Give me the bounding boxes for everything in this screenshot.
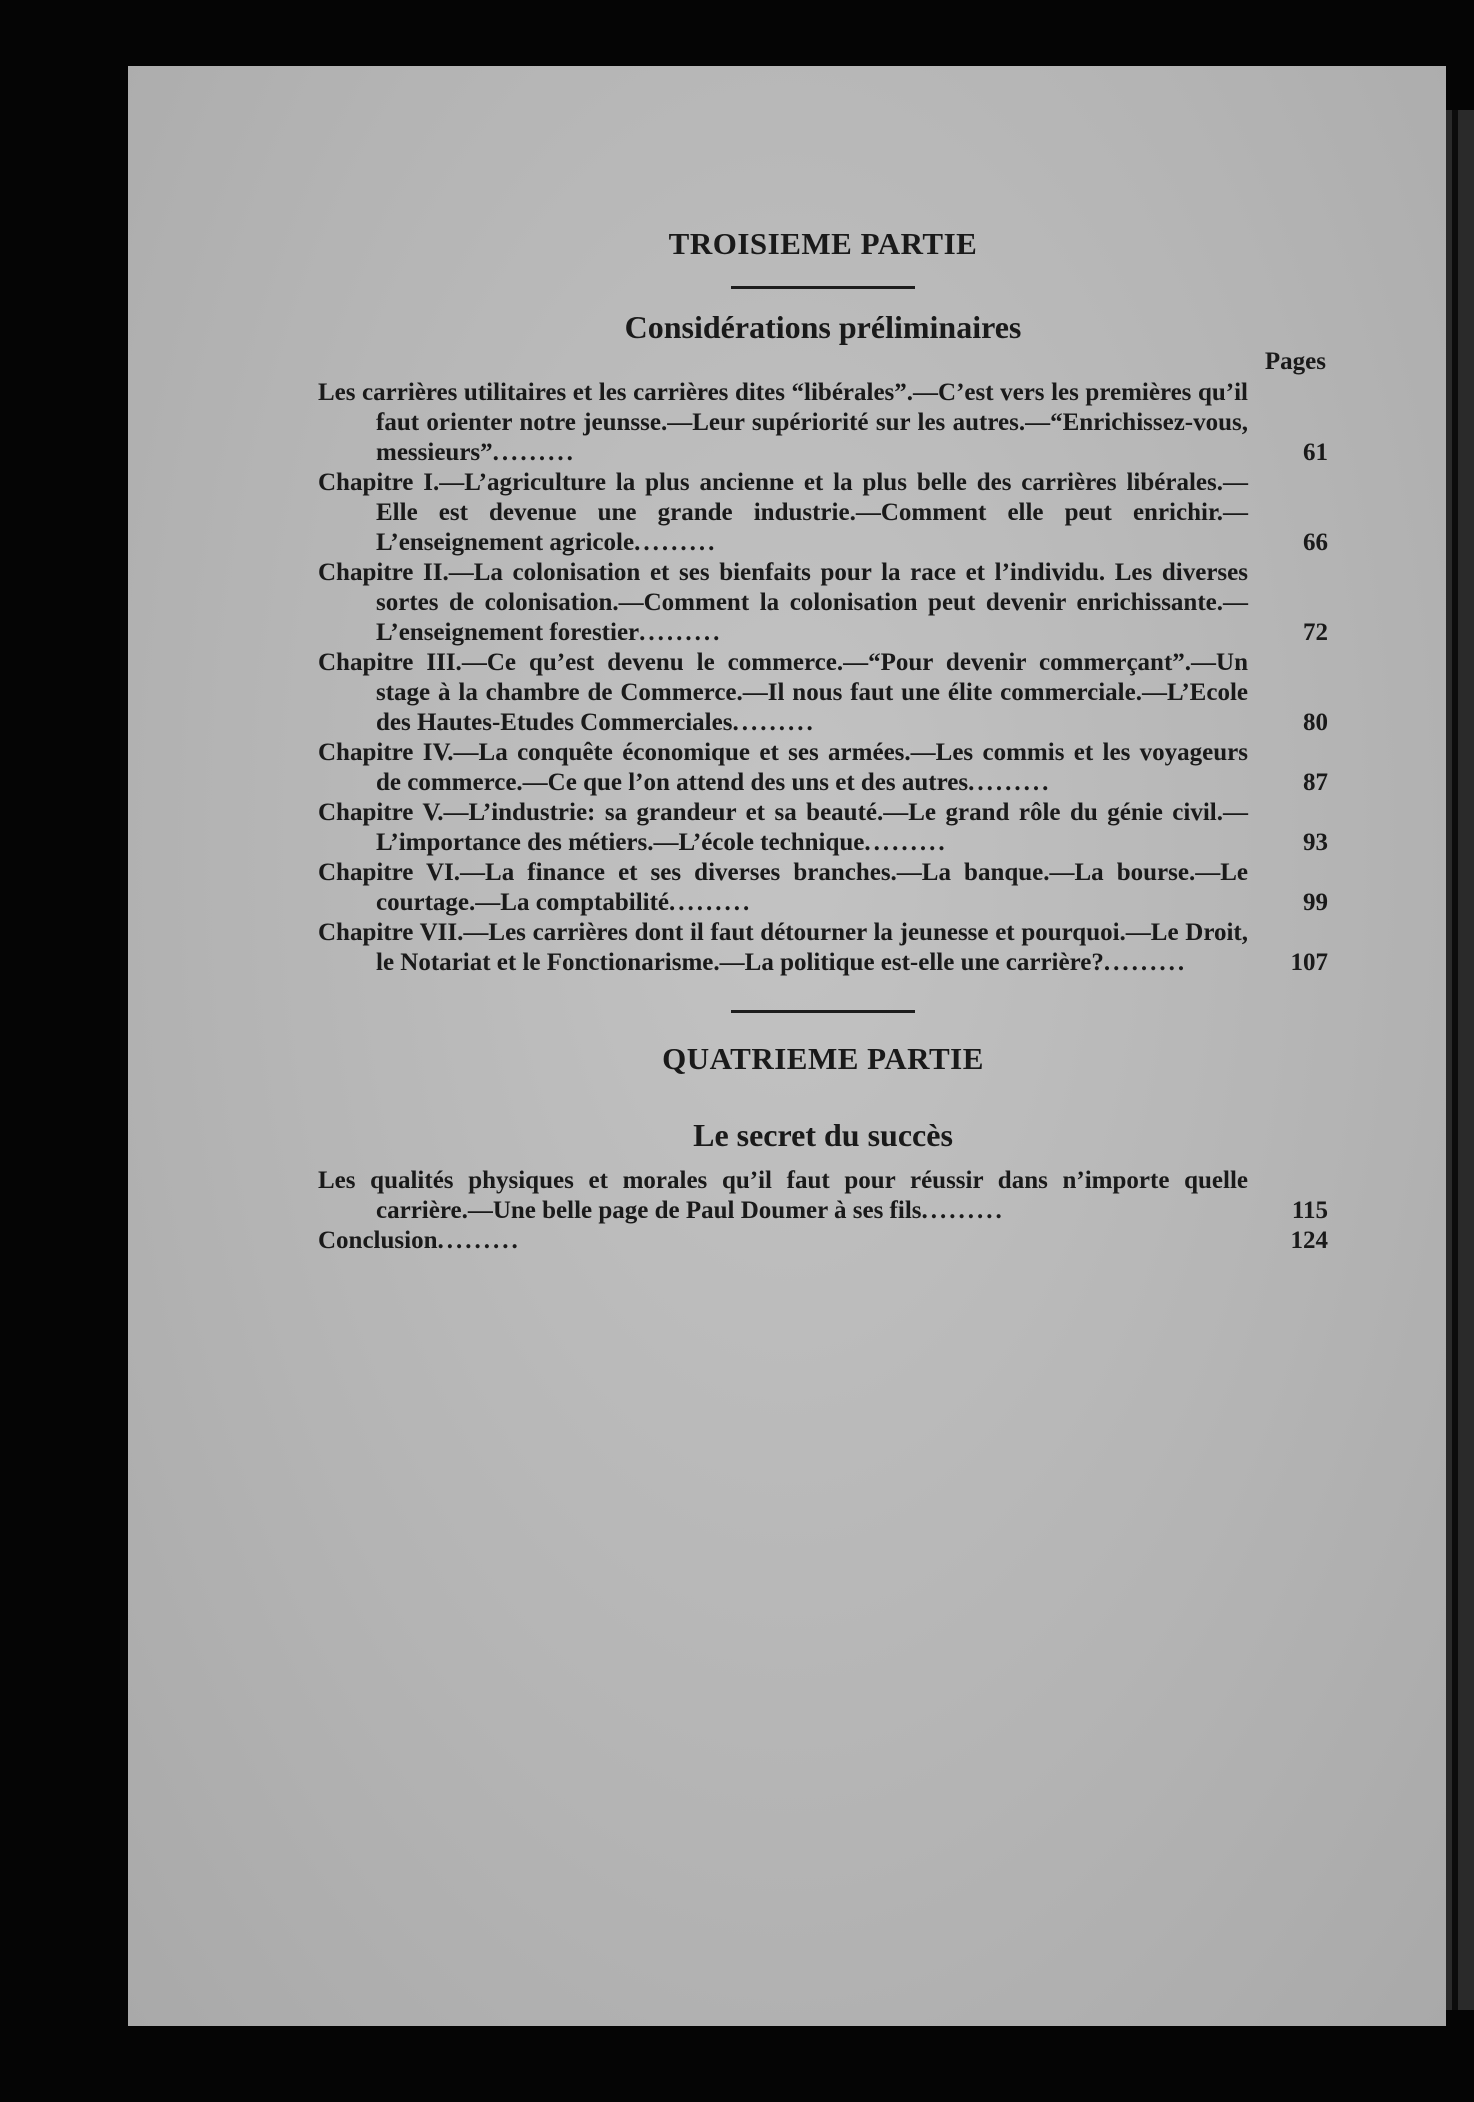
toc-entry: [318, 738, 1328, 798]
page-number: 107: [1290, 949, 1328, 976]
dot-leader: .........: [492, 439, 576, 466]
dot-leader: .........: [732, 709, 816, 736]
toc-entry-text: [318, 558, 1248, 648]
toc-entry-text: [318, 1226, 1248, 1256]
facing-page-edge: [1446, 110, 1474, 2010]
toc-entry-description: —La colonisation et ses bienfaits pour la race et l’individu. Les diverses sortes de colonisation.—Comment la colonisation peut devenir enrichissante.—L’enseignement forestier: [376, 559, 1248, 646]
toc-entry-description: Les carrières utilitaires et les carrières dites “libérales”.—C’est vers les premières qu’il faut orienter notre jeunsse.—Leur supériorité sur les autres.—“Enrichissez-vous, messieurs”: [318, 379, 1248, 466]
toc-entry-description: Les qualités physiques et morales qu’il faut pour réussir dans n’importe quelle carrière.—Une belle page de Paul Doumer à ses fils: [318, 1167, 1248, 1224]
dot-leader: .........: [864, 829, 948, 856]
chapter-label: Chapitre VI.: [318, 859, 461, 886]
page-number: 93: [1303, 829, 1328, 856]
page-number: 124: [1290, 1227, 1328, 1254]
dot-leader: .........: [634, 529, 718, 556]
dot-leader: .........: [1103, 949, 1188, 976]
toc-part-3: [318, 378, 1328, 978]
dot-leader: .........: [921, 1197, 1005, 1224]
toc-entry: [318, 648, 1328, 738]
toc-entry-description: —La conquête économique et ses armées.—Les commis et les voyageurs de commerce.—Ce que l’on attend des uns et des autres: [376, 739, 1249, 796]
chapter-label: Chapitre V.: [318, 799, 444, 826]
toc-entry: [318, 468, 1328, 558]
part-title: QUATRIEME PARTIE: [662, 1041, 984, 1076]
toc-entry-text: [318, 468, 1248, 558]
toc-entry: [318, 858, 1328, 918]
dot-leader: .........: [639, 619, 723, 646]
toc-entry-description: —Ce qu’est devenu le commerce.—“Pour devenir commerçant”.—Un stage à la chambre de Commerce.—Il nous faut une élite commerciale.—L’Ecole des Hautes-Etudes Commerciales: [376, 649, 1248, 736]
chapter-label: Chapitre II.: [318, 559, 449, 586]
toc-entry: [318, 1166, 1328, 1226]
toc-entry-text: [318, 798, 1248, 858]
title-rule: [731, 286, 915, 289]
chapter-label: Chapitre III.: [318, 649, 462, 676]
toc-part-4: [318, 1166, 1328, 1256]
dot-leader: .........: [669, 889, 753, 916]
toc-entry: [318, 1226, 1328, 1256]
section-title: Considérations préliminaires: [624, 309, 1022, 345]
toc-entry-text: [318, 378, 1248, 468]
page-number: 72: [1303, 619, 1328, 646]
dot-leader: .........: [437, 1227, 521, 1254]
toc-entry: [318, 798, 1328, 858]
dot-leader: .........: [968, 769, 1052, 796]
toc-entry-description: Conclusion: [318, 1227, 438, 1254]
chapter-label: Chapitre IV.: [318, 739, 454, 766]
chapter-label: Chapitre I.: [318, 469, 440, 496]
toc-entry: [318, 918, 1328, 978]
toc-entry-text: [318, 738, 1248, 798]
page-number: 61: [1303, 439, 1328, 466]
section-title: Le secret du succès: [693, 1117, 953, 1153]
page-number: 80: [1303, 709, 1328, 736]
toc-entry-description: —L’agriculture la plus ancienne et la plus belle des carrières libérales.—Elle est devenue une grande industrie.—Comment elle peut enrichir.—L’enseignement agricole: [376, 469, 1248, 556]
toc-entry-text: [318, 648, 1248, 738]
pages-column-label: Pages: [1264, 348, 1326, 375]
toc-entry-description: —L’industrie: sa grandeur et sa beauté.—Le grand rôle du génie civil.—L’importance des métiers.—L’école technique: [376, 799, 1248, 856]
toc-entry-description: —La finance et ses diverses branches.—La banque.—La bourse.—Le courtage.—La comptabilité: [376, 859, 1248, 916]
page-number: 99: [1303, 889, 1328, 916]
page-number: 87: [1303, 769, 1328, 796]
toc-entry: [318, 378, 1328, 468]
toc-entry-text: [318, 1166, 1248, 1226]
part-separator-rule: [731, 1010, 915, 1013]
toc-entry: [318, 558, 1328, 648]
toc-entry-text: [318, 858, 1248, 918]
page-number: 66: [1303, 529, 1328, 556]
binding-line: [1452, 110, 1458, 2010]
part-title: TROISIEME PARTIE: [668, 226, 978, 261]
chapter-label: Chapitre VII.: [318, 919, 464, 946]
page-number: 115: [1291, 1197, 1328, 1224]
toc-entry-text: [318, 918, 1248, 978]
table-of-contents: [318, 220, 1328, 1256]
toc-entry-description: —Les carrières dont il faut détourner la jeunesse et pourquoi.—Le Droit, le Notariat et le Fonctionarisme.—La politique est-elle une carrière?: [376, 919, 1248, 976]
